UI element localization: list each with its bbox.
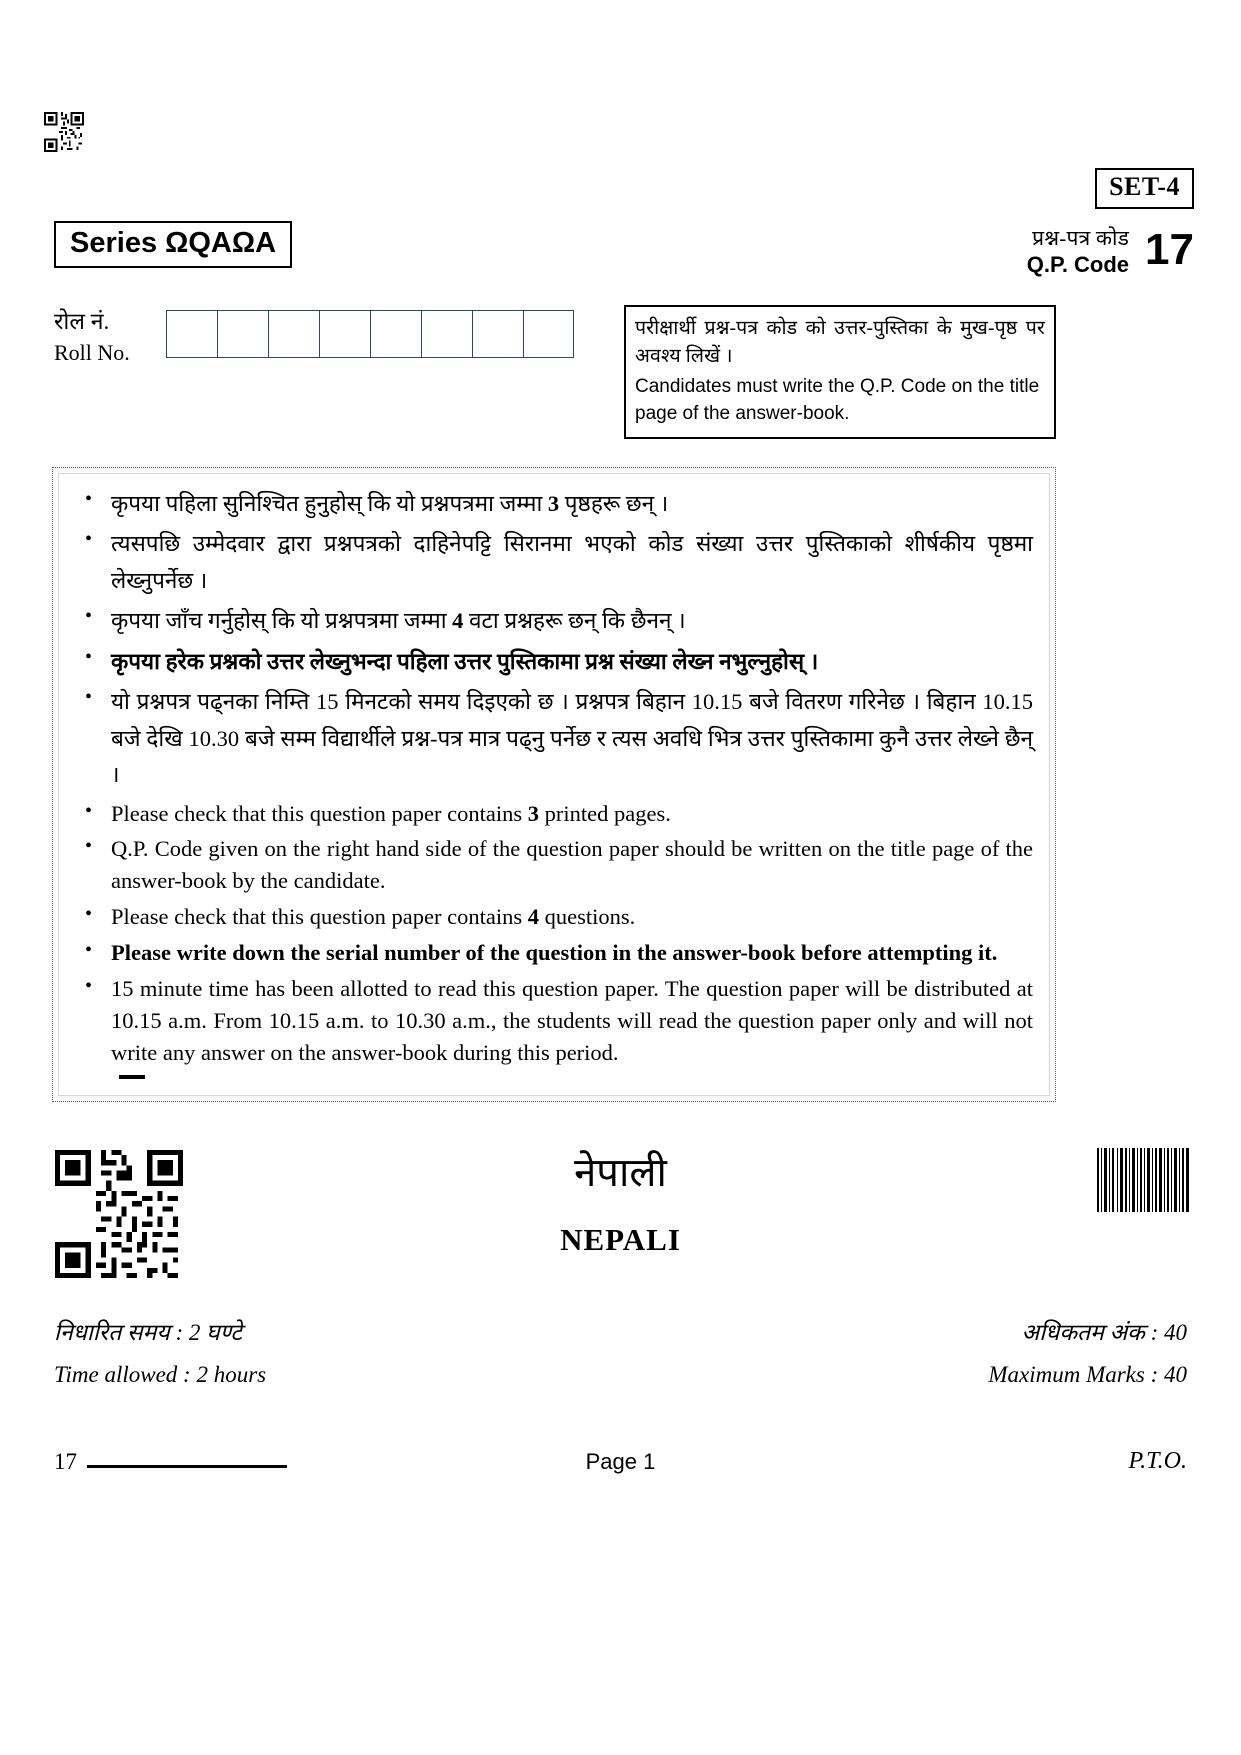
roll-digit-cell[interactable] (421, 310, 472, 358)
instruction-item-np (73, 526, 1033, 599)
set-number-box (1095, 168, 1194, 209)
instruction-item-np (73, 684, 1033, 793)
instruction-text-en: • Please check that this question paper contains 3 printed pages. (111, 800, 671, 826)
instruction-item-np (73, 486, 1033, 522)
roll-label-en: Roll No. (54, 340, 130, 366)
end-dash-mark (119, 1075, 145, 1079)
instruction-text-np: • कृपया पहिला सुनिश्चित हुनुहोस् कि यो प्रश्नपत्रमा जम्मा 3 पृष्ठहरू छन् । (111, 491, 669, 516)
exam-meta-row-en (54, 1362, 1187, 1388)
page-number: Page 1 (585, 1448, 656, 1474)
qp-code-value: 17 (1145, 225, 1194, 274)
barcode-icon (1095, 1148, 1191, 1212)
instruction-item-en (73, 901, 1033, 933)
time-allowed-np: निधारित समय : 2 घण्टे (54, 1320, 242, 1345)
instruction-item-en (73, 798, 1033, 830)
roll-digit-cell[interactable] (472, 310, 523, 358)
instruction-text-np: • कृपया जाँच गर्नुहोस् कि यो प्रश्नपत्रमा जम्मा 4 वटा प्रश्नहरू छन् कि छैनन् । (111, 608, 686, 634)
instruction-item-np (73, 603, 1033, 639)
max-marks-np: अधिकतम अंक : 40 (1021, 1320, 1187, 1345)
footer-rule (87, 1465, 287, 1468)
instruction-text-np: • यो प्रश्नपत्र पढ्नका निम्ति 15 मिनटको समय दिइएको छ । प्रश्नपत्र बिहान 10.15 बजे वितरण गरिनेछ । बिहान 10.15 बजे देखि 10.30 बजे सम्म विद्यार्थीले प्रश्न-पत्र मात्र पढ्नु पर्नेछ र त्यस अवधि भित्र उत्तर पुस्तिकामा कुनै उत्तर लेख्ने छैन् । (111, 689, 1033, 788)
candidate-note-en: Candidates must write the Q.P. Code on the title page of the answer-book. (635, 375, 1040, 424)
instruction-text-en: • Please check that this question paper contains 4 questions. (111, 904, 636, 930)
max-marks-en: Maximum Marks : 40 (988, 1362, 1187, 1387)
subject-title-np: नेपाली (574, 1150, 667, 1195)
instruction-item-np (73, 644, 1033, 680)
candidate-note-np: परीक्षार्थी प्रश्न-पत्र कोड को उत्तर-पुस्तिका के मुख-पृष्ठ पर अवश्य लिखें । (635, 318, 1045, 368)
qp-code-label-np: प्रश्न-पत्र कोड (1032, 226, 1130, 250)
pto-label: P.T.O. (1128, 1448, 1187, 1474)
candidate-note-box (624, 305, 1056, 439)
top-qr-code-icon (44, 112, 84, 152)
instruction-text-np: • त्यसपछि उम्मेदवार द्वारा प्रश्नपत्रको दाहिनेपट्टि सिरानमा भएको कोड संख्या उत्तर पुस्तिकाको शीर्षकीय पृष्ठमा लेख्नुपर्नेछ । (111, 531, 1033, 593)
instruction-text-np: • कृपया हरेक प्रश्नको उत्तर लेख्नुभन्दा पहिला उत्तर पुस्तिकामा प्रश्न संख्या लेख्न नभुल्नुहोस् । (111, 648, 819, 674)
time-allowed-en: Time allowed : 2 hours (54, 1362, 267, 1387)
footer-code: 17 (54, 1448, 77, 1474)
roll-digit-cell[interactable] (166, 310, 217, 358)
series-label: Series ΩQAΩA (70, 227, 277, 259)
roll-number-block (54, 306, 574, 368)
instruction-item-en (73, 937, 1033, 969)
roll-number-labels (54, 306, 166, 368)
exam-meta-row-np (54, 1315, 1187, 1347)
set-number-label: SET-4 (1109, 172, 1180, 201)
instruction-text-en: • 15 minute time has been allotted to read this question paper. The question paper will be distributed at 10.15 a.m. From 10.15 a.m. to 10.30 a.m., the students will read the question paper only and will not write any answer on the answer-book during this period. (111, 976, 1033, 1066)
instructions-list (73, 486, 1033, 1069)
instruction-item-en (73, 833, 1033, 897)
instruction-item-en (73, 973, 1033, 1069)
qp-code-label-en: Q.P. Code (1026, 252, 1130, 278)
roll-digit-cell[interactable] (319, 310, 370, 358)
qp-code-labels (1027, 222, 1129, 280)
instructions-box (52, 467, 1056, 1102)
page-footer (54, 1448, 1187, 1475)
footer-left (54, 1449, 354, 1475)
instruction-text-en: • Q.P. Code given on the right hand side of the question paper should be written on the title page of the answer-book by the candidate. (111, 836, 1033, 894)
roll-digit-cell[interactable] (217, 310, 268, 358)
roll-digit-cell[interactable] (523, 310, 574, 358)
roll-digit-cell[interactable] (370, 310, 421, 358)
series-box (54, 221, 292, 268)
roll-digit-cell[interactable] (268, 310, 319, 358)
instructions-inner (58, 473, 1050, 1096)
roll-label-np: रोल नं. (54, 309, 110, 334)
subject-title-en: NEPALI (560, 1222, 681, 1257)
qp-code-block (1027, 222, 1194, 280)
instruction-text-en: • Please write down the serial number of the question in the answer-book before attempting it. (111, 940, 998, 966)
roll-number-input-grid[interactable] (166, 310, 574, 358)
